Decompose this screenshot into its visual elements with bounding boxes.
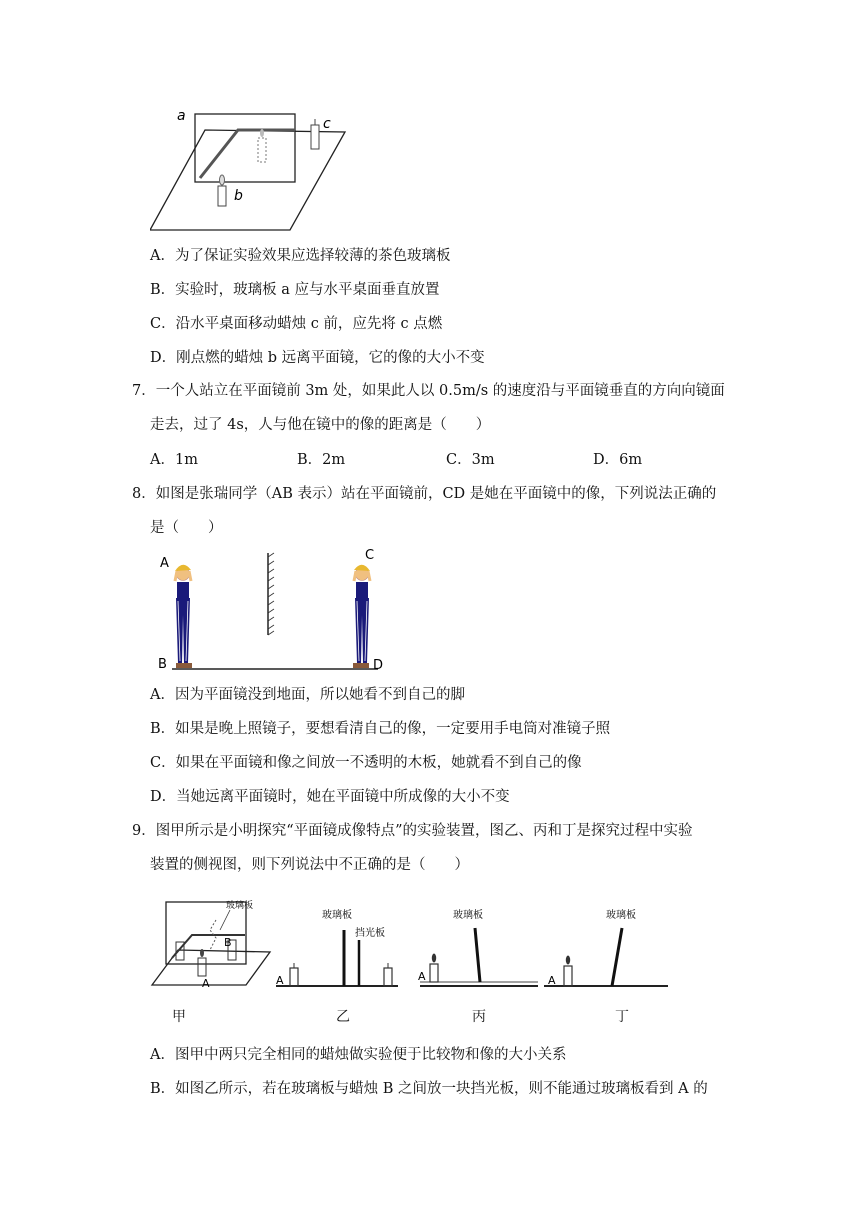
q6-option-b: B．实验时，玻璃板 a 应与水平桌面垂直放置 <box>150 282 440 298</box>
q9-jia-label-b: B <box>224 936 232 949</box>
q9-figure-yi <box>272 900 402 992</box>
q9-caption-jia: 甲 <box>172 1009 186 1025</box>
q8-option-a: A．因为平面镜没到地面，所以她看不到自己的脚 <box>150 687 465 703</box>
q7-stem-line1: 7．一个人站立在平面镜前 3m 处，如果此人以 0.5m/s 的速度沿与平面镜垂直的方向向镜面 <box>132 383 725 399</box>
person-figure-left <box>175 565 192 668</box>
q9-figure-bing <box>418 900 540 992</box>
q9-figure-ding <box>544 900 670 992</box>
q9-caption-yi: 乙 <box>336 1009 350 1025</box>
q9-ding-glass-label: 玻璃板 <box>606 910 636 921</box>
q9-figure-jia <box>150 890 275 990</box>
q9-caption-ding: 丁 <box>615 1009 629 1025</box>
q9-bing-glass-label: 玻璃板 <box>453 910 483 921</box>
q6-label-b: b <box>234 188 243 204</box>
q9-yi-shield-label: 挡光板 <box>355 928 385 939</box>
q9-yi-label-a: A <box>276 974 284 987</box>
q8-option-d: D．当她远离平面镜时，她在平面镜中所成像的大小不变 <box>150 789 510 805</box>
q7-option-d: D．6m <box>593 452 643 468</box>
q6-label-c: c <box>323 116 331 132</box>
q7-stem-line2: 走去，过了 4s，人与他在镜中的像的距离是（ ） <box>150 417 491 433</box>
q9-yi-glass-label: 玻璃板 <box>322 910 352 921</box>
q6-option-d: D．刚点燃的蜡烛 b 远离平面镜，它的像的大小不变 <box>150 350 485 366</box>
q9-stem-line2: 装置的侧视图，则下列说法中不正确的是（ ） <box>150 857 469 873</box>
q6-option-a: A．为了保证实验效果应选择较薄的茶色玻璃板 <box>150 248 451 264</box>
q9-bing-label-a: A <box>418 970 426 983</box>
q6-option-c: C．沿水平桌面移动蜡烛 c 前，应先将 c 点燃 <box>150 316 443 332</box>
q7-option-b: B．2m <box>297 452 346 468</box>
q9-caption-bing: 丙 <box>472 1009 486 1025</box>
q6-figure <box>150 100 350 235</box>
q8-label-c: C <box>365 548 375 563</box>
q7-option-c: C．3m <box>446 452 495 468</box>
q9-jia-label-a: A <box>202 977 210 990</box>
q8-label-d: D <box>373 658 384 673</box>
q9-jia-glass-label: 玻璃板 <box>226 901 254 911</box>
q9-stem-line1: 9．图甲所示是小明探究“平面镜成像特点”的实验装置，图乙、丙和丁是探究过程中实验 <box>132 823 693 839</box>
q8-label-b: B <box>158 657 167 672</box>
q8-label-a: A <box>160 556 169 571</box>
q7-option-a: A．1m <box>150 452 198 468</box>
q8-option-b: B．如果是晚上照镜子，要想看清自己的像，一定要用手电筒对准镜子照 <box>150 721 611 737</box>
q9-ding-label-a: A <box>548 974 556 987</box>
q8-figure <box>150 545 390 675</box>
person-figure-right <box>353 565 370 668</box>
q9-option-a: A．图甲中两只完全相同的蜡烛做实验便于比较物和像的大小关系 <box>150 1047 567 1063</box>
q8-stem-line1: 8．如图是张瑞同学（AB 表示）站在平面镜前，CD 是她在平面镜中的像，下列说法正确的 <box>132 486 717 502</box>
q8-stem-line2: 是（ ） <box>150 520 223 536</box>
q6-label-a: a <box>177 108 186 124</box>
q9-option-b: B．如图乙所示，若在玻璃板与蜡烛 B 之间放一块挡光板，则不能通过玻璃板看到 A 的 <box>150 1081 708 1097</box>
q8-option-c: C．如果在平面镜和像之间放一不透明的木板，她就看不到自己的像 <box>150 755 582 771</box>
